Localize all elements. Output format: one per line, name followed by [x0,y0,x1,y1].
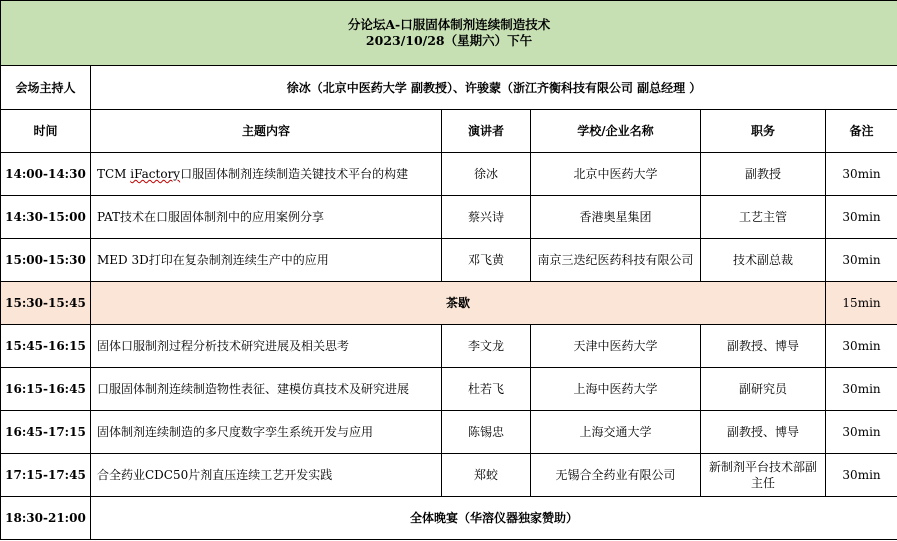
session-time: 16:45-17:15 [1,411,91,454]
tea-break-row [1,282,897,325]
table-row [1,239,897,282]
table-row [1,368,897,411]
session-note: 30min [826,196,897,239]
session-topic: 口服固体制剂连续制造物性表征、建模仿真技术及研究进展 [91,368,442,411]
session-time: 17:15-17:45 [1,454,91,497]
session-note: 30min [826,411,897,454]
session-time: 15:00-15:30 [1,239,91,282]
host-label: 会场主持人 [1,66,91,110]
session-topic: MED 3D打印在复杂制剂连续生产中的应用 [91,239,442,282]
title-row [1,1,897,66]
banquet-row [1,497,897,540]
table-row [1,454,897,497]
session-speaker: 徐冰 [442,153,531,196]
col-speaker-header: 演讲者 [442,110,531,153]
session-position: 副研究员 [701,368,826,411]
session-speaker: 李文龙 [442,325,531,368]
session-topic: 固体口服制剂过程分析技术研究进展及相关思考 [91,325,442,368]
session-note: 30min [826,454,897,497]
host-value: 徐冰（北京中医药大学 副教授）、许骏蒙（浙江齐衡科技有限公司 副总经理 ） [91,66,897,110]
session-speaker: 杜若飞 [442,368,531,411]
banquet-label: 全体晚宴（华溶仪器独家赞助） [91,497,897,540]
session-speaker: 蔡兴诗 [442,196,531,239]
banquet-time: 18:30-21:00 [1,497,91,540]
column-header-row [1,110,897,153]
session-speaker: 郑蛟 [442,454,531,497]
session-position: 工艺主管 [701,196,826,239]
session-speaker: 邓飞黄 [442,239,531,282]
session-speaker: 陈锡忠 [442,411,531,454]
session-org: 上海中医药大学 [531,368,701,411]
session-org: 天津中医药大学 [531,325,701,368]
session-time: 15:45-16:15 [1,325,91,368]
session-topic: PAT技术在口服固体制剂中的应用案例分享 [91,196,442,239]
forum-date: 2023/10/28（星期六）下午 [365,33,533,48]
session-position: 新制剂平台技术部副主任 [701,454,826,497]
session-time: 14:00-14:30 [1,153,91,196]
session-org: 北京中医药大学 [531,153,701,196]
table-row [1,411,897,454]
col-time-header: 时间 [1,110,91,153]
session-topic: 合全药业CDC50片剂直压连续工艺开发实践 [91,454,442,497]
session-position: 副教授、博导 [701,411,826,454]
session-topic: 固体制剂连续制造的多尺度数字孪生系统开发与应用 [91,411,442,454]
session-org: 无锡合全药业有限公司 [531,454,701,497]
col-topic-header: 主题内容 [91,110,442,153]
title-cell [1,1,897,66]
session-position: 技术副总裁 [701,239,826,282]
session-note: 30min [826,325,897,368]
session-time: 14:30-15:00 [1,196,91,239]
break-note: 15min [826,282,897,325]
session-time: 16:15-16:45 [1,368,91,411]
session-topic: TCM iFactory口服固体制剂连续制造关键技术平台的构建 [91,153,442,196]
spellcheck-underline: iFactory [130,167,181,181]
col-position-header: 职务 [701,110,826,153]
table-row [1,153,897,196]
session-note: 30min [826,239,897,282]
session-org: 南京三迭纪医药科技有限公司 [531,239,701,282]
session-position: 副教授 [701,153,826,196]
table-row [1,196,897,239]
col-org-header: 学校/企业名称 [531,110,701,153]
break-label: 茶歇 [91,282,826,325]
session-org: 上海交通大学 [531,411,701,454]
session-org: 香港奥星集团 [531,196,701,239]
table-row [1,325,897,368]
host-row [1,66,897,110]
session-note: 30min [826,153,897,196]
session-note: 30min [826,368,897,411]
break-time: 15:30-15:45 [1,282,91,325]
forum-title: 分论坛A-口服固体制剂连续制造技术 [347,17,551,32]
col-note-header: 备注 [826,110,897,153]
session-position: 副教授、博导 [701,325,826,368]
